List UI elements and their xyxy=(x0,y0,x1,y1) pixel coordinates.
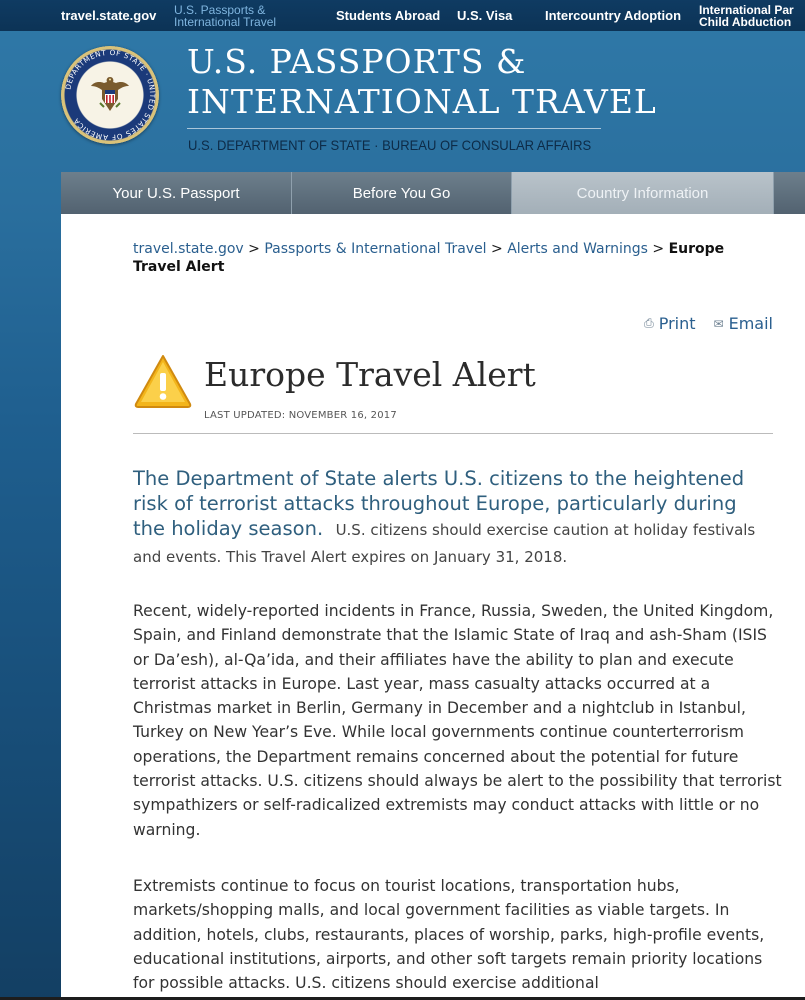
breadcrumb-link-alerts[interactable]: Alerts and Warnings xyxy=(507,241,648,257)
topnav-passports-line2: International Travel xyxy=(174,14,277,29)
page-tools xyxy=(644,314,773,333)
topnav-abduction-line1: International Par xyxy=(699,2,794,17)
email-label: Email xyxy=(728,314,773,333)
department-seal[interactable] xyxy=(61,46,159,144)
site-subtitle: U.S. DEPARTMENT OF STATE · BUREAU OF CONSULAR AFFAIRS xyxy=(188,137,592,153)
body-paragraph-1: Recent, widely-reported incidents in France, Russia, Sweden, the United Kingdom, Spain, and Finland demonstrate that the Islamic State of Iraq and ash-Sham (ISIS or Da’esh), al-Qa’ida, and their affiliates have the ability to plan and execute terrorist attacks in Europe. Last year, mass casualty attacks occurred at a Christmas market in Berlin, Germany in December and a nightclub in Istanbul, Turkey on New Year’s Eve. While local governments continue counterterrorism operations, the Department remains concerned about the potential for future terrorist attacks. U.S. citizens should always be alert to the possibility that terrorist sympathizers or self-radicalized extremists may conduct attacks with little or no warning. xyxy=(133,602,782,839)
lead-small-text: U.S. citizens should exercise caution at holiday festivals and events. This Travel Alert expires on January 31, 2018. xyxy=(133,521,756,566)
seal-ring-label: DEPARTMENT OF STATE · UNITED STATES OF AMERICA xyxy=(63,47,158,143)
topnav-passports-link[interactable] xyxy=(174,0,276,31)
breadcrumb-separator: > xyxy=(491,241,503,257)
email-button[interactable] xyxy=(714,314,773,333)
lead-large-text: The Department of State alerts U.S. citizens to the heightened risk of terrorist attacks throughout Europe, particularly during the holiday season. xyxy=(133,467,745,540)
topnav-adoption-link[interactable]: Intercountry Adoption xyxy=(545,8,682,23)
body-paragraph-2: Extremists continue to focus on tourist locations, transportation hubs, markets/shopping malls, and local government facilities as viable targets. In addition, hotels, clubs, restaurants, places of worship, parks, high-profile events, educational institutions, airports, and other soft targets remain priority locations for possible attacks. U.S. citizens should exercise additional xyxy=(133,877,765,993)
print-label: Print xyxy=(658,314,696,333)
title-divider xyxy=(133,433,773,434)
page-title: Europe Travel Alert xyxy=(204,355,536,394)
breadcrumb-separator: > xyxy=(652,241,665,257)
eagle-icon xyxy=(90,73,130,117)
breadcrumb-separator: > xyxy=(248,241,260,257)
main-navigation xyxy=(61,172,805,214)
top-navigation xyxy=(0,0,805,31)
site-title-line1[interactable]: U.S. PASSPORTS & xyxy=(187,42,527,81)
topnav-abduction-link[interactable] xyxy=(699,0,794,31)
topnav-site-link[interactable]: travel.state.gov xyxy=(61,8,157,23)
breadcrumb xyxy=(133,240,753,276)
breadcrumb-link-home[interactable]: travel.state.gov xyxy=(133,241,244,257)
envelope-icon: ✉ xyxy=(713,316,724,331)
warning-triangle-icon xyxy=(133,353,193,409)
lead-paragraph xyxy=(133,466,773,570)
tab-more[interactable] xyxy=(774,172,805,214)
topnav-visa-link[interactable]: U.S. Visa xyxy=(457,8,513,23)
topnav-abduction-line2: Child Abduction xyxy=(699,14,792,29)
printer-icon: ⎙ xyxy=(644,316,654,330)
header-divider xyxy=(187,128,601,129)
tab-country-information[interactable]: Country Information xyxy=(512,172,774,214)
topnav-passports-line1: U.S. Passports & xyxy=(174,2,266,17)
breadcrumb-current: Europe Travel Alert xyxy=(133,241,725,275)
site-title-line2[interactable]: INTERNATIONAL TRAVEL xyxy=(187,82,657,121)
print-button[interactable] xyxy=(644,314,695,333)
breadcrumb-link-passports[interactable]: Passports & International Travel xyxy=(264,241,487,257)
topnav-students-link[interactable]: Students Abroad xyxy=(336,8,441,23)
content-card xyxy=(61,214,805,1000)
last-updated: LAST UPDATED: NOVEMBER 16, 2017 xyxy=(204,410,397,421)
tab-before-you-go[interactable]: Before You Go xyxy=(292,172,512,214)
tab-your-passport[interactable]: Your U.S. Passport xyxy=(61,172,292,214)
